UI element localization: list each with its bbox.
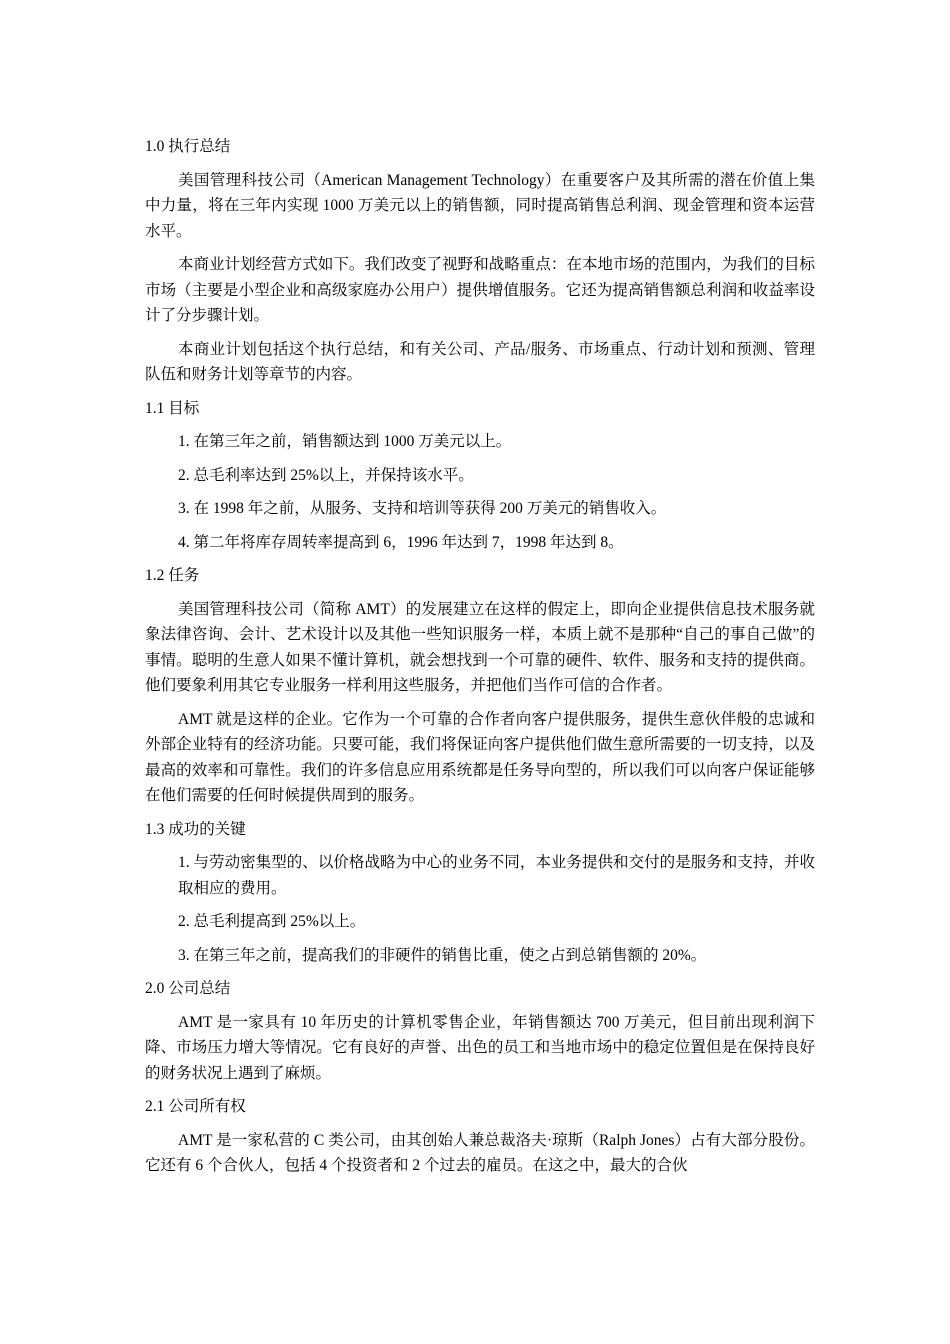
paragraph: 本商业计划包括这个执行总结，和有关公司、产品/服务、市场重点、行动计划和预测、管理队伍和财务计划等章节的内容。: [145, 340, 815, 383]
list-item: 3. 在第三年之前，提高我们的非硬件的销售比重，使之占到总销售额的 20%。: [178, 946, 707, 964]
section-heading: 2.0 公司总结: [145, 980, 231, 997]
list-item: 1. 与劳动密集型的、以价格战略为中心的业务不同，本业务提供和交付的是服务和支持，并收取相应的费用。: [178, 854, 815, 897]
document-page: [145, 134, 815, 1187]
paragraph: AMT 是一家具有 10 年历史的计算机零售企业，年销售额达 700 万美元，但目前出现利润下降、市场压力增大等情况。它有良好的声誉、出色的员工和当地市场中的稳定位置但是在保持良好的财务状况上遇到了麻烦。: [145, 1013, 815, 1082]
list-item: 2. 总毛利率达到 25%以上，并保持该水平。: [178, 466, 474, 484]
section-keys-to-success: [145, 817, 815, 969]
section-company-summary: [145, 976, 815, 1086]
paragraph: AMT 是一家私营的 C 类公司，由其创始人兼总裁洛夫·琼斯（Ralph Jones）占有大部分股份。它还有 6 个合伙人，包括 4 个投资者和 2 个过去的雇员。在这之中，最大的合伙: [145, 1131, 815, 1174]
section-heading: 1.3 成功的关键: [145, 820, 246, 838]
paragraph: 本商业计划经营方式如下。我们改变了视野和战略重点：在本地市场的范围内，为我们的目标市场（主要是小型企业和高级家庭办公用户）提供增值服务。它还为提高销售额总利润和收益率设计了分步骤计划。: [145, 256, 815, 324]
list-item: 2. 总毛利提高到 25%以上。: [178, 913, 366, 930]
section-heading: 1.2 任务: [145, 567, 200, 584]
list-item: 3. 在 1998 年之前，从服务、支持和培训等获得 200 万美元的销售收入。: [178, 500, 667, 517]
section-objectives: [145, 396, 815, 556]
list-item: 1. 在第三年之前，销售额达到 1000 万美元以上。: [178, 433, 512, 450]
section-heading: 2.1 公司所有权: [145, 1098, 246, 1115]
section-executive-summary: [145, 134, 815, 388]
section-heading: 1.0 执行总结: [145, 138, 231, 155]
paragraph: 美国管理科技公司（简称 AMT）的发展建立在这样的假定上，即向企业提供信息技术服务就象法律咨询、会计、艺术设计以及其他一些知识服务一样，本质上就不是那种“自己的事自己做”的事情。聪明的生意人如果不懂计算机，就会想找到一个可靠的硬件、软件、服务和支持的提供商。他们要象利用其它专业服务一样利用这些服务，并把他们当作可信的合作者。: [145, 600, 815, 694]
paragraph: 美国管理科技公司（American Management Technology）在重要客户及其所需的潜在价值上集中力量，将在三年内实现 1000 万美元以上的销售额，同时提高销售总利润、现金管理和资本运营水平。: [145, 171, 815, 240]
list-item: 4. 第二年将库存周转率提高到 6，1996 年达到 7，1998 年达到 8。: [178, 533, 624, 551]
paragraph: AMT 就是这样的企业。它作为一个可靠的合作者向客户提供服务，提供生意伙伴般的忠诚和外部企业特有的经济功能。只要可能，我们将保证向客户提供他们做生意所需要的一切支持，以及最高的效率和可靠性。我们的许多信息应用系统都是任务导向型的，所以我们可以向客户保证能够在他们需要的任何时候提供周到的服务。: [145, 710, 815, 804]
section-company-ownership: [145, 1094, 815, 1179]
section-heading: 1.1 目标: [145, 399, 200, 417]
section-mission: [145, 563, 815, 809]
